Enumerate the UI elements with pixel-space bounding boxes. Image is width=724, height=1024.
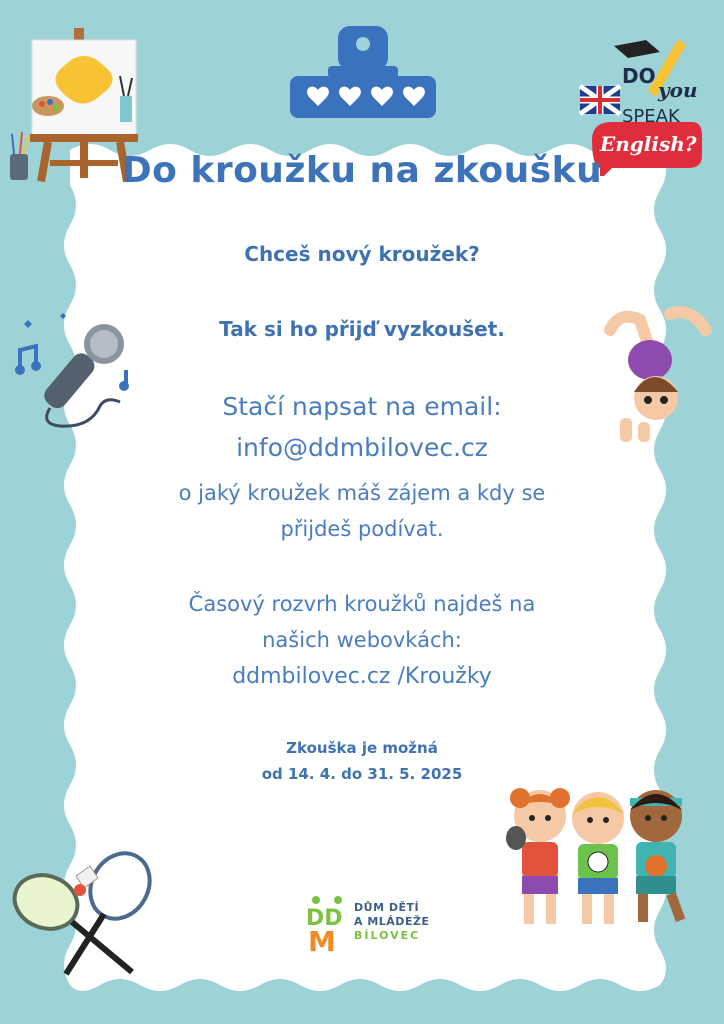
contact-email[interactable]: info@ddmbilovec.cz xyxy=(236,433,488,462)
logo-name-line-1: DŮM DĚTÍ xyxy=(354,901,420,914)
contact-line-4: přijdeš podívat. xyxy=(280,517,444,541)
trial-line-1: Zkouška je možná xyxy=(286,739,438,757)
intro-question: Chceš nový kroužek? xyxy=(244,242,480,266)
logo-letters-top: DD xyxy=(306,906,343,931)
badge-word-english: English? xyxy=(600,132,697,156)
badge-word-speak: SPEAK xyxy=(622,106,680,127)
badge-word-do: DO xyxy=(622,64,656,88)
schedule-line-2: našich webovkách: xyxy=(262,628,462,652)
ddm-logo xyxy=(304,895,434,955)
intro-invite: Tak si ho přijď vyzkoušet. xyxy=(219,317,505,341)
logo-name-line-2: A MLÁDEŽE xyxy=(354,915,430,928)
schedule-link[interactable]: ddmbilovec.cz /Kroužky xyxy=(232,664,492,689)
ddm-logo-mark xyxy=(304,895,350,955)
schedule-line-1: Časový rozvrh kroužků najdeš na xyxy=(188,592,536,616)
kids-icon xyxy=(500,776,704,940)
page-title: Do kroužku na zkoušku xyxy=(121,150,603,191)
trial-line-2: od 14. 4. do 31. 5. 2025 xyxy=(261,765,463,783)
stamp-icon xyxy=(288,22,438,122)
logo-letter-bottom: M xyxy=(308,925,336,955)
badge-word-you: you xyxy=(658,78,698,102)
logo-name-line-3: BÍLOVEC xyxy=(354,929,421,942)
badminton-icon xyxy=(6,846,156,986)
contact-line-1: Stačí napsat na email: xyxy=(222,392,502,421)
contact-line-3: o jaký kroužek máš zájem a kdy se xyxy=(178,481,546,505)
